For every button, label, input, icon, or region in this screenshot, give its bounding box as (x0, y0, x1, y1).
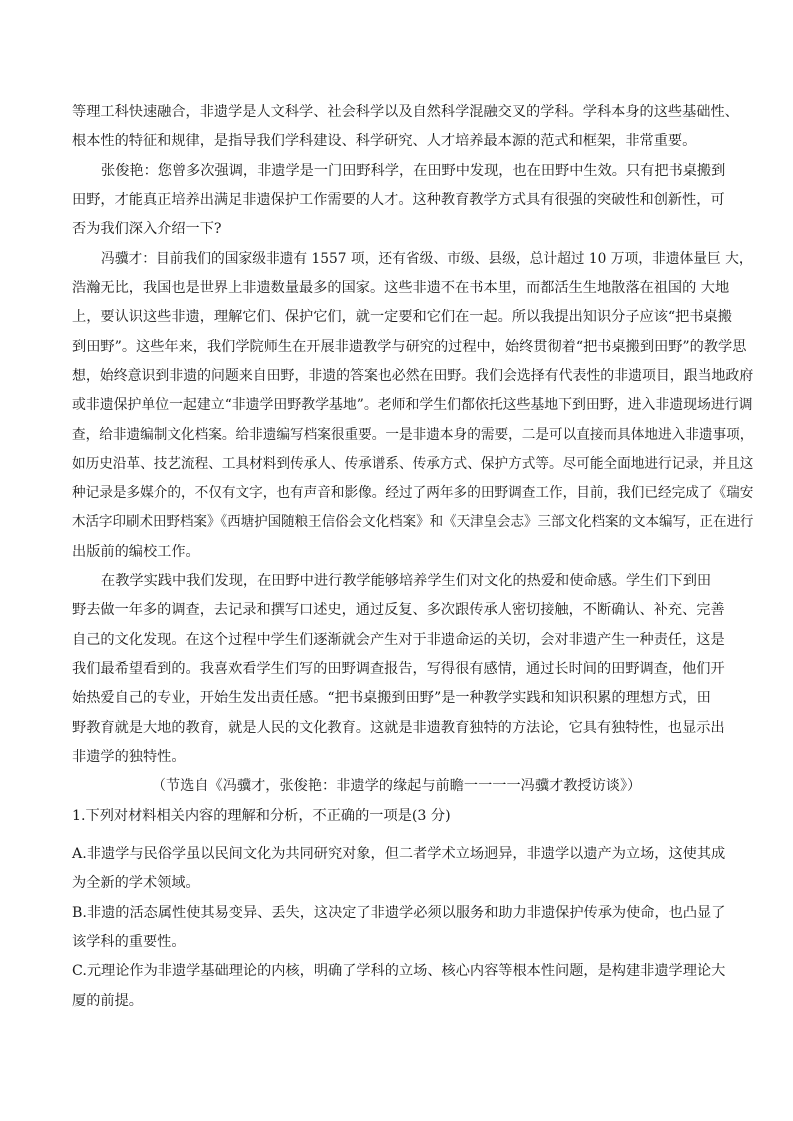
option-a-line: 为全新的学术领域。 (72, 875, 200, 891)
option-c-line: 厦的前提。 (72, 993, 143, 1009)
text-line: 田野，才能真正培养出满足非遗保护工作需要的人才。这种教育教学方式具有很强的突破性和创新性，可 (72, 192, 725, 208)
text-line: 根本性的特征和规律，是指导我们学科建设、科学研究、人才培养最本源的范式和框架，非常重要。 (72, 133, 697, 149)
option-b-line: 该学科的重要性。 (72, 934, 186, 950)
option-a-line: A.非遗学与民俗学虽以民间文化为共同研究对象，但二者学术立场迥异，非遗学以遗产为立场，这使其成 (72, 846, 726, 862)
source-citation: （节选自《冯骥才，张俊艳：非遗学的缘起与前瞻一一一一冯骥才教授访谈》） (151, 778, 642, 794)
text-line: 或非遗保护单位一起建立“非遗学田野教学基地”。老师和学生们都依托这些基地下到田野，进入非遗现场进行调 (72, 397, 753, 413)
text-line: 张俊艳：您曾多次强调，非遗学是一门田野科学，在田野中发现，也在田野中生效。只有把书桌搬到 (101, 163, 726, 179)
text-line: 出版前的编校工作。 (72, 544, 200, 560)
text-line: 始热爱自己的专业，开始生发出责任感。“把书桌搬到田野”是一种教学实践和知识积累的理想方式，田 (72, 690, 711, 706)
text-line: 冯骥才：目前我们的国家级非遗有 1557 项，还有省级、市级、县级，总计超过 10 万项，非遗体量巨 大， (101, 251, 753, 267)
text-line: 想，始终意识到非遗的问题来自田野，非遗的答案也必然在田野。我们会选择有代表性的非遗项目，跟当地政府 (72, 368, 754, 384)
text-line: 我们最希望看到的。我喜欢看学生们写的田野调查报告，写得很有感情，通过长时间的田野调查，他们开 (72, 661, 725, 677)
text-line: 非遗学的独特性。 (72, 749, 186, 765)
text-line: 在教学实践中我们发现，在田野中进行教学能够培养学生们对文化的热爱和使命感。学生们下到田 (101, 573, 712, 589)
text-line: 种记录是多媒介的，不仅有文字，也有声音和影像。经过了两年多的田野调查工作，目前，我们已经完成了《瑞安 (72, 485, 754, 501)
text-line: 上，要认识这些非遗，理解它们、保护它们，就一定要和它们在一起。所以我提出知识分子应该“把书桌搬 (72, 309, 732, 325)
text-line: 如历史沿革、技艺流程、工具材料到传承人、传承谱系、传承方式、保护方式等。尽可能全面地进行记录，并且这 (72, 456, 754, 472)
option-b-line: B.非遗的活态属性使其易变异、丢失，这决定了非遗学必须以服务和助力非遗保护传承为使命，也凸显了 (72, 905, 726, 921)
text-line: 否为我们深入介绍一下? (72, 221, 222, 237)
text-line: 浩瀚无比，我国也是世界上非遗数量最多的国家。这些非遗不在书本里，而都活生生地散落在祖国的 大地 (72, 280, 730, 296)
text-line: 自己的文化发现。在这个过程中学生们逐渐就会产生对于非遗命运的关切，会对非遗产生一种责任，这是 (72, 632, 725, 648)
text-line: 查，给非遗编制文化档案。给非遗编写档案很重要。一是非遗本身的需要，二是可以直接而具体地进入非遗事项， (72, 427, 754, 443)
text-line: 到田野”。这些年来，我们学院师生在开展非遗教学与研究的过程中，始终贯彻着“把书桌搬到田野”的教学思 (72, 339, 747, 355)
text-line: 野教育就是大地的教育，就是人民的文化教育。这就是非遗教育独特的方法论，它具有独特性，也显示出 (72, 720, 725, 736)
option-c-line: C.元理论作为非遗学基础理论的内核，明确了学科的立场、核心内容等根本性问题，是构建非遗学理论大 (72, 963, 726, 979)
text-line: 等理工科快速融合，非遗学是人文科学、社会科学以及自然科学混融交叉的学科。学科本身的这些基础性、 (72, 104, 739, 120)
text-line: 木活字印刷术田野档案》《西塘护国随粮王信俗会文化档案》和《天津皇会志》三部文化档案的文本编写，正在进行 (72, 514, 754, 530)
text-line: 野去做一年多的调查，去记录和撰写口述史，通过反复、多次跟传承人密切接触，不断确认、补充、完善 (72, 602, 725, 618)
question-stem: 1.下列对材料相关内容的理解和分析，不正确的一项是(3 分) (72, 808, 451, 824)
